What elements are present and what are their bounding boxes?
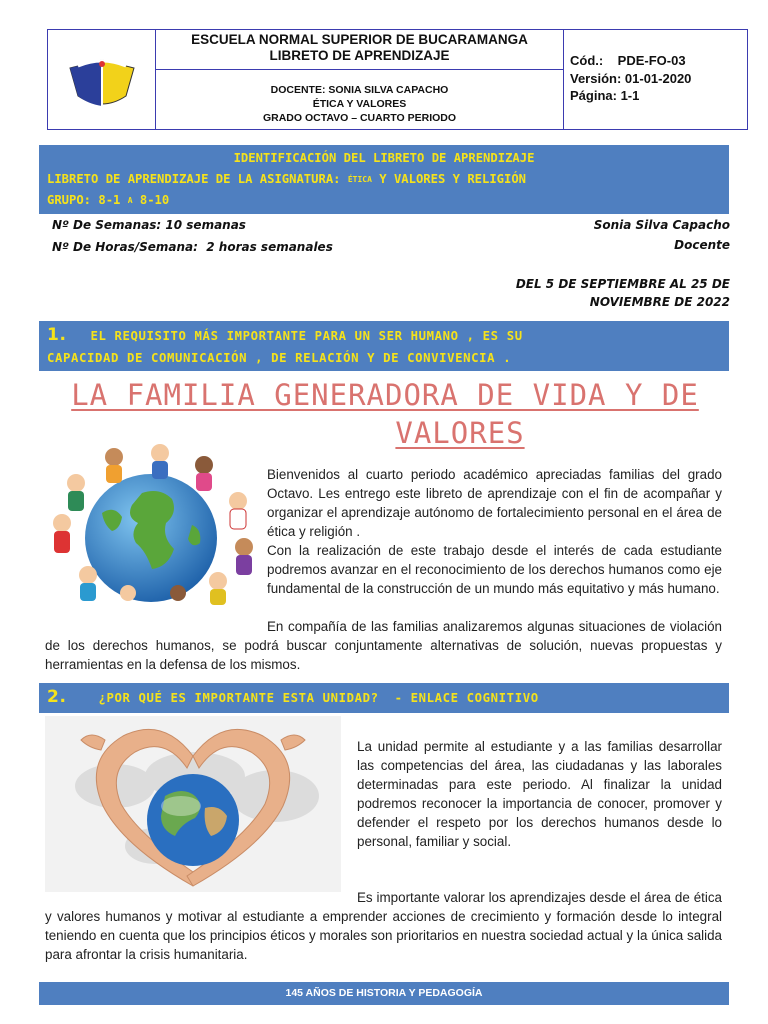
weeks-info: Nº De Semanas: 10 semanas [52, 218, 246, 232]
document-version: Versión: 01-01-2020 [570, 70, 692, 86]
intro-paragraph-3: En compañía de las familias analizaremos algunas situaciones de violación de los derechos humanos, se podrá buscar conjuntamente alternativas de solución, nuevas propuestas y herramientas en la defensa de los mismos. [45, 619, 722, 672]
section-2-paragraph-1: La unidad permite al estudiante y a las familias desarrollar las competencias del área, las ciudadanas y las laborales determinadas para este periodo. Al finalizar la unidad podremos reconocer la importancia de conocer, promover y defender el respeto por los derechos humanos desde lo personal, familiar y social. [357, 739, 722, 849]
section-2-title: ¿POR QUÉ ES IMPORTANTE ESTA UNIDAD? - ENLACE COGNITIVO [98, 691, 539, 705]
identification-title: IDENTIFICACIÓN DEL LIBRETO DE APRENDIZAJE [233, 151, 535, 165]
school-logo-cell [48, 30, 156, 129]
identification-subject: LIBRETO DE APRENDIZAJE DE LA ASIGNATURA: $^{ÉTICA}$ Y VALORES Y RELIGIÓN [47, 172, 527, 186]
identification-group: GRUPO: 8-1 $^A$ 8-10 [47, 193, 170, 207]
school-name: ESCUELA NORMAL SUPERIOR DE BUCARAMANGA [191, 32, 528, 47]
identification-banner [39, 145, 729, 214]
date-range: DEL 5 DE SEPTIEMBRE AL 25 DE NOVIEMBRE DE 2022 [515, 277, 730, 309]
grade-line: GRADO OCTAVO – CUARTO PERIODO [262, 112, 457, 124]
intro-paragraph-1: Bienvenidos al cuarto periodo académico apreciadas familias del grado Octavo. Les entrego este libreto de aprendizaje con el fin de acompañar y organizar el aprendizaje autónomo de fortalecimiento personal en el área de ética y religión . [267, 467, 722, 539]
header-title-cell [156, 30, 564, 129]
footer-banner: 145 AÑOS DE HISTORIA Y PEDAGOGÍA [39, 982, 729, 1005]
subject-line: ÉTICA Y VALORES [312, 98, 407, 110]
document-type: LIBRETO DE APRENDIZAJE [269, 48, 450, 63]
section-2-banner: 2. ¿POR QUÉ ES IMPORTANTE ESTA UNIDAD? - ENLACE COGNITIVO [39, 683, 729, 713]
section-2-paragraph-2: Es importante valorar los aprendizajes desde el área de ética y valores humanos y motivar al estudiante a emprender acciones de crecimiento y formación desde lo integral teniendo en cuenta que los principios éticos y morales son prioritarios en nuestra sociedad actual y la única salida para afrontar la crisis humanitaria. [45, 890, 722, 962]
hours-info: Nº De Horas/Semana: 2 horas semanales [52, 240, 333, 254]
teacher-name: Sonia Silva Capacho [593, 218, 730, 232]
teacher-line: DOCENTE: SONIA SILVA CAPACHO [270, 84, 449, 96]
school-shield-logo [48, 30, 156, 130]
section-2-number: 2 [47, 687, 60, 707]
section-1-number: 1 [47, 325, 60, 345]
header-table [47, 29, 748, 130]
document-code: Cód.: PDE-FO-03 [570, 53, 686, 68]
document-meta-cell [564, 30, 747, 129]
hands-heart-earth-image [45, 716, 341, 892]
teacher-role: Docente [674, 238, 730, 252]
main-title: LA FAMILIA GENERADORA DE VIDA Y DE VALORES [71, 378, 699, 450]
children-globe-image [42, 443, 260, 608]
intro-paragraph-2: Con la realización de este trabajo desde el interés de cada estudiante podremos avanzar en el reconocimiento de los derechos humanos como eje fundamental de la construcción de un mundo más equitativo y más humano. [267, 543, 722, 596]
section-1-line2: CAPACIDAD DE COMUNICACIÓN , DE RELACIÓN Y DE CONVIVENCIA . [47, 351, 512, 365]
section-1-line1: EL REQUISITO MÁS IMPORTANTE PARA UN SER HUMANO , ES SU [90, 329, 523, 343]
document-page: Página: 1-1 [570, 88, 640, 103]
section-1-banner: 1. EL REQUISITO MÁS IMPORTANTE PARA UN SER HUMANO , ES SU CAPACIDAD DE COMUNICACIÓN , DE RELACIÓN Y DE CONVIVENCIA . [39, 321, 729, 371]
